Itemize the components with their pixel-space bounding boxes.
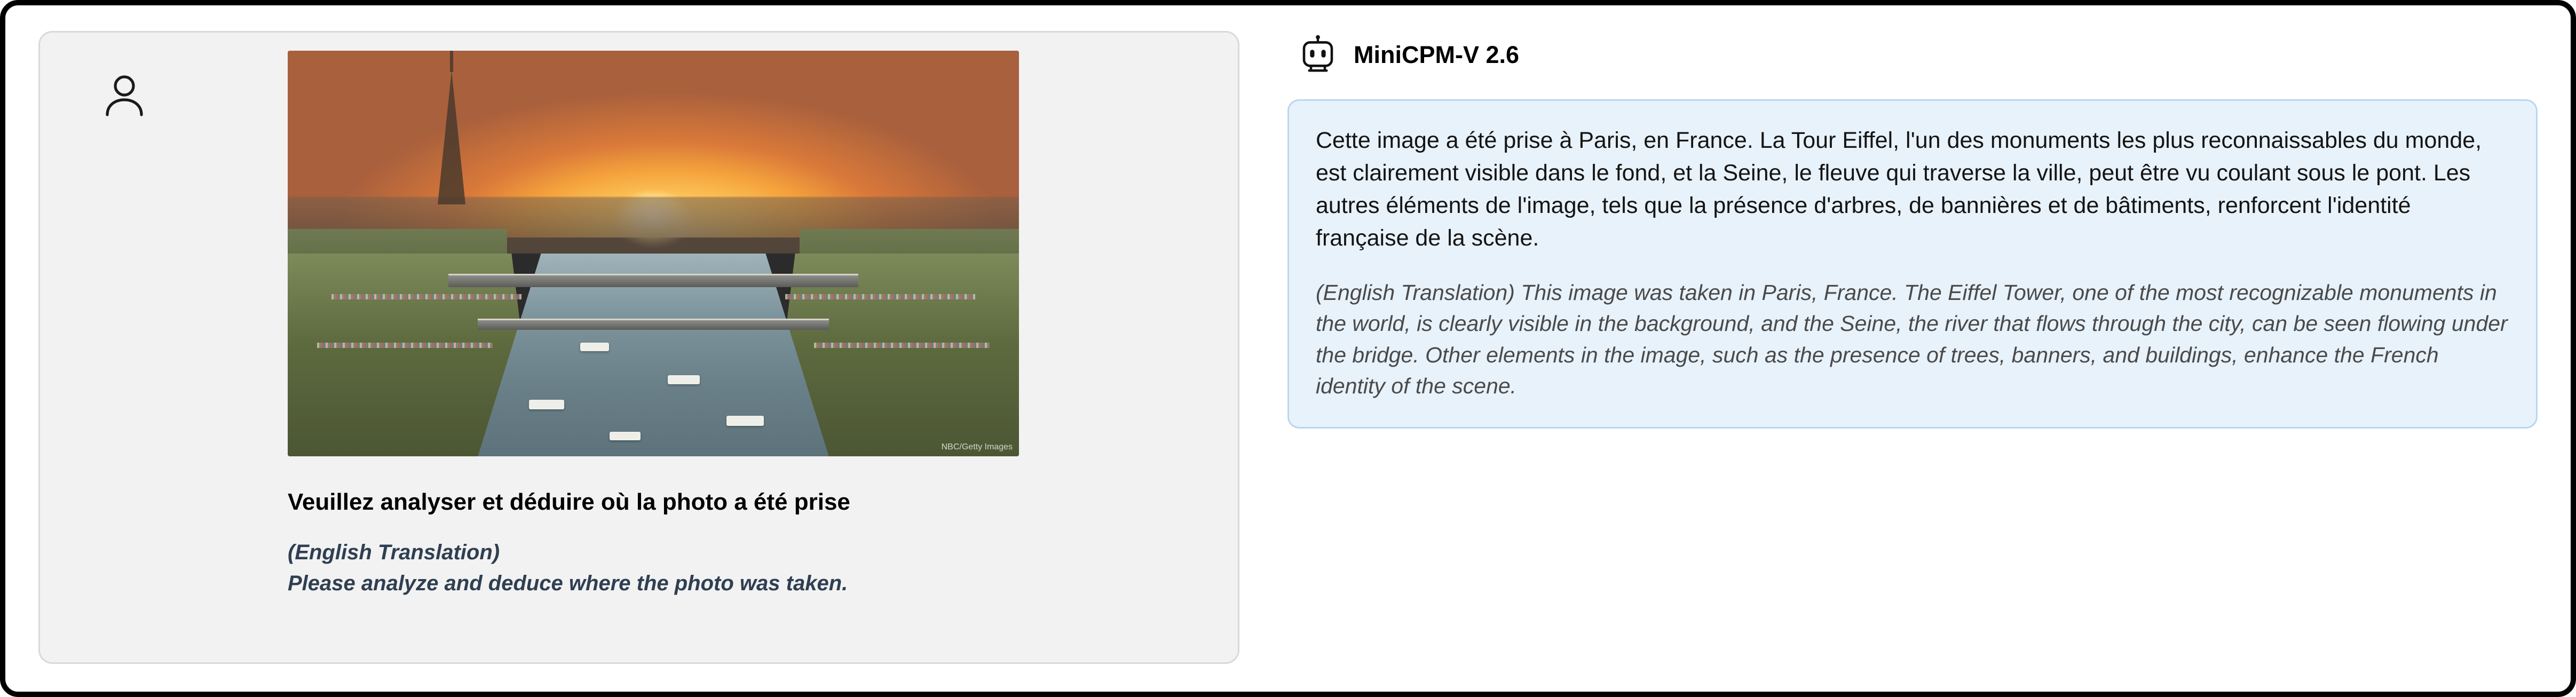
assistant-model-name: MiniCPM-V 2.6	[1354, 41, 1520, 68]
assistant-response-translation: (English Translation) This image was taken in Paris, France. The Eiffel Tower, one of the most recognizable monuments in the world, is clearly visible in the background, and the Seine, the river that flows through the city, can be seen flowing under the bridge. Other elements in the image, such as the presence of trees, banners, and buildings, enhance the French identity of the scene.	[1316, 280, 2508, 398]
user-uploaded-photo[interactable]	[288, 51, 1019, 456]
photo-boat	[726, 416, 764, 426]
user-avatar-icon	[99, 70, 150, 121]
photo-boat	[529, 400, 564, 409]
photo-eiffel-tower	[438, 71, 465, 204]
user-question-translation	[288, 537, 1182, 599]
user-message-body	[288, 51, 1182, 599]
user-translation-label: (English Translation)	[288, 541, 500, 564]
assistant-response-bubble	[1287, 99, 2538, 429]
photo-crowd-left-lower	[317, 343, 493, 348]
photo-credit: NBC/Getty Images	[941, 442, 1013, 452]
user-question-text: Veuillez analyser et déduire où la photo a été prise	[288, 489, 850, 515]
user-translation-text: Please analyze and deduce where the photo was taken.	[288, 572, 848, 595]
photo-bridge-lower	[478, 319, 829, 330]
photo-boat	[668, 375, 700, 384]
assistant-message-panel	[1287, 31, 2538, 664]
photo-crowd-left	[331, 294, 521, 299]
robot-icon	[1297, 34, 1339, 76]
photo-boat	[610, 432, 641, 440]
conversation-layout	[5, 5, 2571, 692]
assistant-header	[1297, 34, 2538, 76]
photo-bridge-upper	[448, 274, 858, 287]
photo-crowd-right-lower	[814, 343, 990, 348]
photo-boat	[580, 343, 609, 351]
photo-crowd-right	[785, 294, 975, 299]
user-message-panel	[38, 31, 1239, 664]
assistant-response-text: Cette image a été prise à Paris, en France. La Tour Eiffel, l'un des monuments les plus reconnaissables du monde, est clairement visible dans le fond, et la Seine, le fleuve qui traverse la ville, peut être vu coulant sous le pont. Les autres éléments de l'image, tels que la présence d'arbres, de bannières et de bâtiments, renforcent l'identité française de la scène.	[1316, 128, 2482, 251]
